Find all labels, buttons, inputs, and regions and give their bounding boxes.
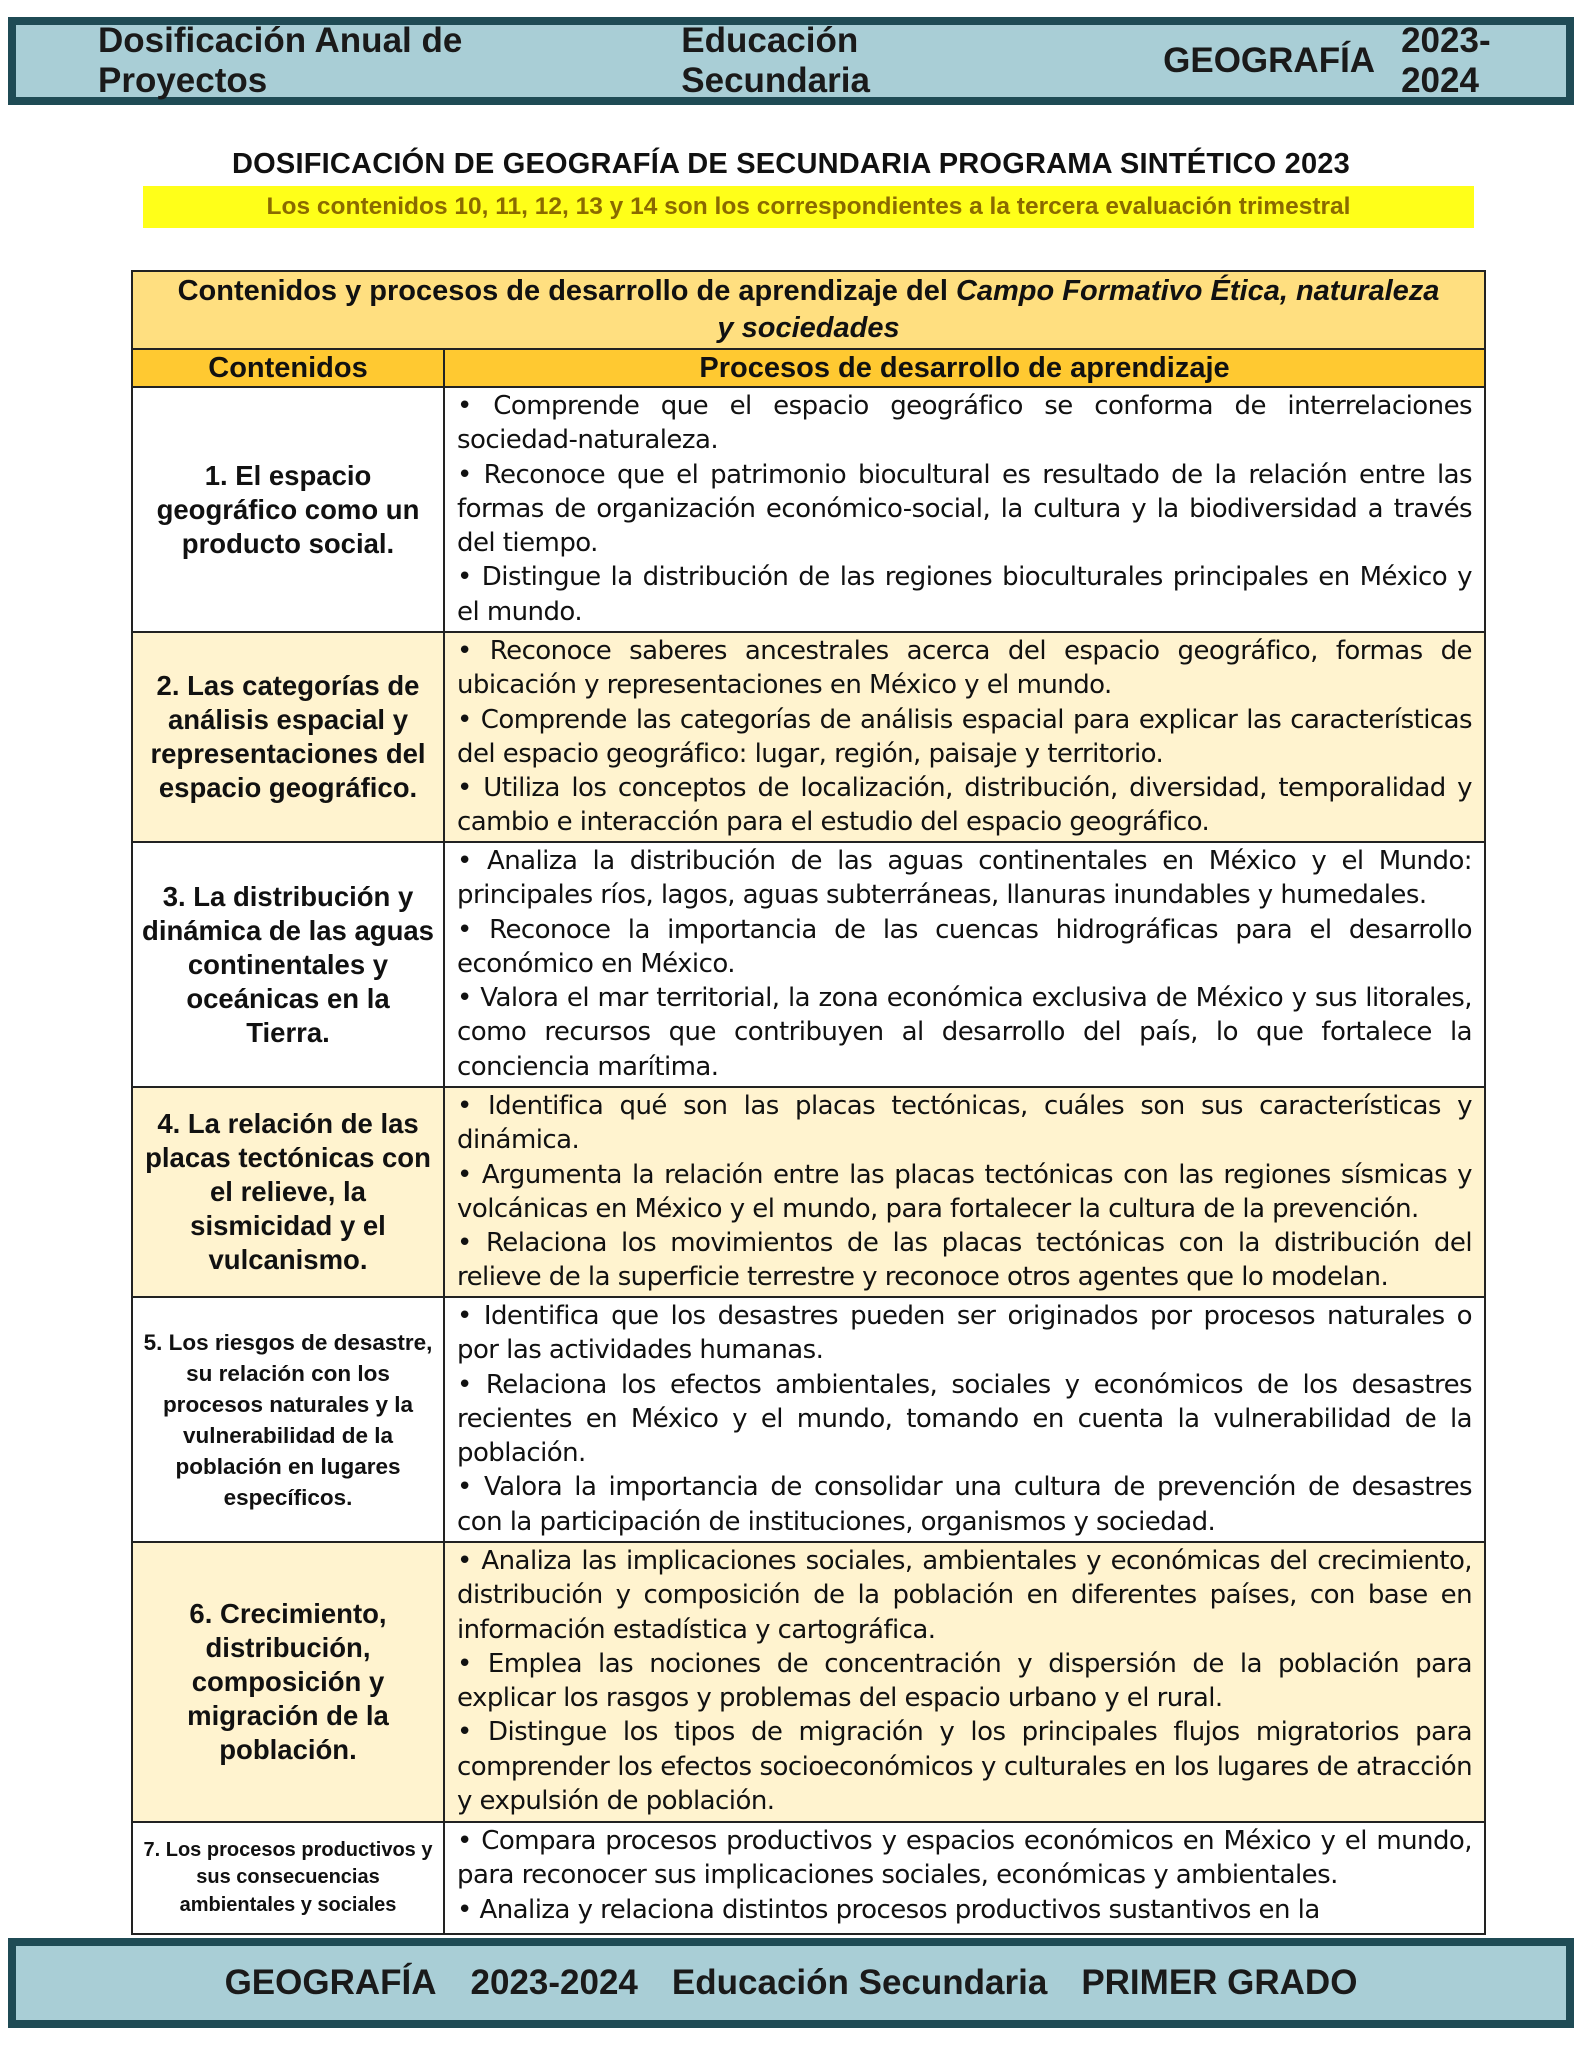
- table-row: [132, 1822, 1485, 1934]
- table-heading-plain: Contenidos y procesos de desarrollo de aprendizaje del: [177, 275, 956, 307]
- footer-level: Educación Secundaria: [671, 1963, 1048, 2002]
- process-item: • Distingue la distribución de las regiones bioculturales principales en México y el mundo.: [457, 562, 1473, 627]
- process-item: • Distingue los tipos de migración y los principales flujos migratorios para comprender los efectos socioeconómicos y culturales en los lugares de atracción y expulsión de población.: [457, 1717, 1473, 1817]
- header-subject: GEOGRAFÍA: [1163, 41, 1376, 80]
- content-topic: 4. La relación de las placas tectónicas con el relieve, la sismicidad y el vulcanismo.: [132, 1087, 444, 1297]
- table-heading: [132, 271, 1485, 349]
- table-row: [132, 1297, 1485, 1542]
- process-item: • Identifica qué son las placas tectónicas, cuáles son sus características y dinámica.: [457, 1091, 1473, 1156]
- learning-processes: [444, 842, 1485, 1087]
- table-heading-row: [132, 271, 1485, 349]
- learning-processes: [444, 1542, 1485, 1822]
- document-title: DOSIFICACIÓN DE GEOGRAFÍA DE SECUNDARIA PROGRAMA SINTÉTICO 2023: [232, 148, 1350, 180]
- process-item: • Valora la importancia de consolidar una cultura de prevención de desastres con la participación de instituciones, organismos y sociedad.: [457, 1472, 1473, 1537]
- learning-processes: [444, 1087, 1485, 1297]
- learning-processes: [444, 1822, 1485, 1934]
- table-row: [132, 842, 1485, 1087]
- column-header-contenidos: Contenidos: [132, 349, 444, 387]
- content-topic: 1. El espacio geográfico como un producto social.: [132, 387, 444, 632]
- header-program: Dosificación Anual de Proyectos: [98, 21, 463, 100]
- process-item: • Analiza y relaciona distintos procesos productivos sustantivos en la: [457, 1894, 1320, 1925]
- process-item: • Relaciona los movimientos de las placas tectónicas con la distribución del relieve de la superficie terrestre y reconoce otros agentes que lo modelan.: [457, 1228, 1473, 1293]
- process-item: • Analiza la distribución de las aguas continentales en México y el Mundo: principales ríos, lagos, aguas subterráneas, llanuras inundables y humedales.: [457, 846, 1473, 911]
- header-year: 2023-2024: [1401, 21, 1491, 100]
- learning-processes: [444, 387, 1485, 632]
- process-item: • Relaciona los efectos ambientales, sociales y económicos de los desastres recientes en México y el mundo, tomando en cuenta la vulnerabilidad de la población.: [457, 1369, 1473, 1469]
- table-row: [132, 1087, 1485, 1297]
- content-topic: 6. Crecimiento, distribución, composición y migración de la población.: [132, 1542, 444, 1822]
- content-topic: 7. Los procesos productivos y sus consecuencias ambientales y sociales: [132, 1822, 444, 1934]
- process-item: • Utiliza los conceptos de localización, distribución, diversidad, temporalidad y cambio e interacción para el estudio del espacio geográfico.: [457, 773, 1473, 838]
- process-item: • Reconoce que el patrimonio biocultural es resultado de la relación entre las formas de organización económico-social, la cultura y la biodiversidad a través del tiempo.: [457, 459, 1473, 559]
- column-header-procesos: Procesos de desarrollo de aprendizaje: [444, 349, 1485, 387]
- process-item: • Reconoce saberes ancestrales acerca del espacio geográfico, formas de ubicación y representaciones en México y el mundo.: [457, 636, 1473, 701]
- process-item: • Emplea las nociones de concentración y dispersión de la población para explicar los rasgos y problemas del espacio urbano y el rural.: [457, 1648, 1473, 1714]
- content-topic: 3. La distribución y dinámica de las aguas continentales y oceánicas en la Tierra.: [132, 842, 444, 1087]
- table-row: [132, 387, 1485, 632]
- process-item: • Valora el mar territorial, la zona económica exclusiva de México y sus litorales, como recursos que contribuyen al desarrollo del país, lo que fortalece la conciencia marítima.: [457, 983, 1473, 1082]
- process-item: • Argumenta la relación entre las placas tectónicas con las regiones sísmicas y volcánicas en México y el mundo, para fortalecer la cultura de la prevención.: [457, 1159, 1473, 1224]
- process-item: • Identifica que los desastres pueden ser originados por procesos naturales o por las actividades humanas.: [457, 1301, 1473, 1366]
- process-item: • Compara procesos productivos y espacios económicos en México y el mundo, para reconocer sus implicaciones sociales, económicas y ambientales.: [457, 1826, 1473, 1891]
- learning-processes: [444, 1297, 1485, 1542]
- process-item: • Comprende las categorías de análisis espacial para explicar las características del espacio geográfico: lugar, región, paisaje y territorio.: [457, 704, 1473, 769]
- contents-table: [131, 270, 1486, 1935]
- process-item: • Reconoce la importancia de las cuencas hidrográficas para el desarrollo económico en México.: [457, 914, 1473, 979]
- footer-grade: PRIMER GRADO: [1081, 1963, 1358, 2002]
- table-row: [132, 632, 1485, 842]
- header-level: Educación Secundaria: [681, 21, 870, 100]
- header-banner: [8, 17, 1574, 105]
- footer-banner: [8, 1938, 1574, 2028]
- process-item: • Comprende que el espacio geográfico se conforma de interrelaciones sociedad-naturaleza.: [457, 391, 1473, 456]
- learning-processes: [444, 632, 1485, 842]
- content-topic: 2. Las categorías de análisis espacial y representaciones del espacio geográfico.: [132, 632, 444, 842]
- table-heading-italic: Campo Formativo Ética, naturaleza y sociedades: [717, 275, 1440, 344]
- highlight-note: Los contenidos 10, 11, 12, 13 y 14 son los correspondientes a la tercera evaluación trimestral: [143, 186, 1474, 228]
- column-header-row: [132, 349, 1485, 387]
- table-row: [132, 1542, 1485, 1822]
- process-item: • Analiza las implicaciones sociales, ambientales y económicas del crecimiento, distribución y composición de la población en diferentes países, con base en información estadística y cartográfica.: [457, 1546, 1473, 1645]
- footer-year: 2023-2024: [470, 1963, 638, 2002]
- footer-subject: GEOGRAFÍA: [224, 1963, 437, 2002]
- content-topic: 5. Los riesgos de desastre, su relación con los procesos naturales y la vulnerabilidad de la población en lugares específicos.: [132, 1297, 444, 1542]
